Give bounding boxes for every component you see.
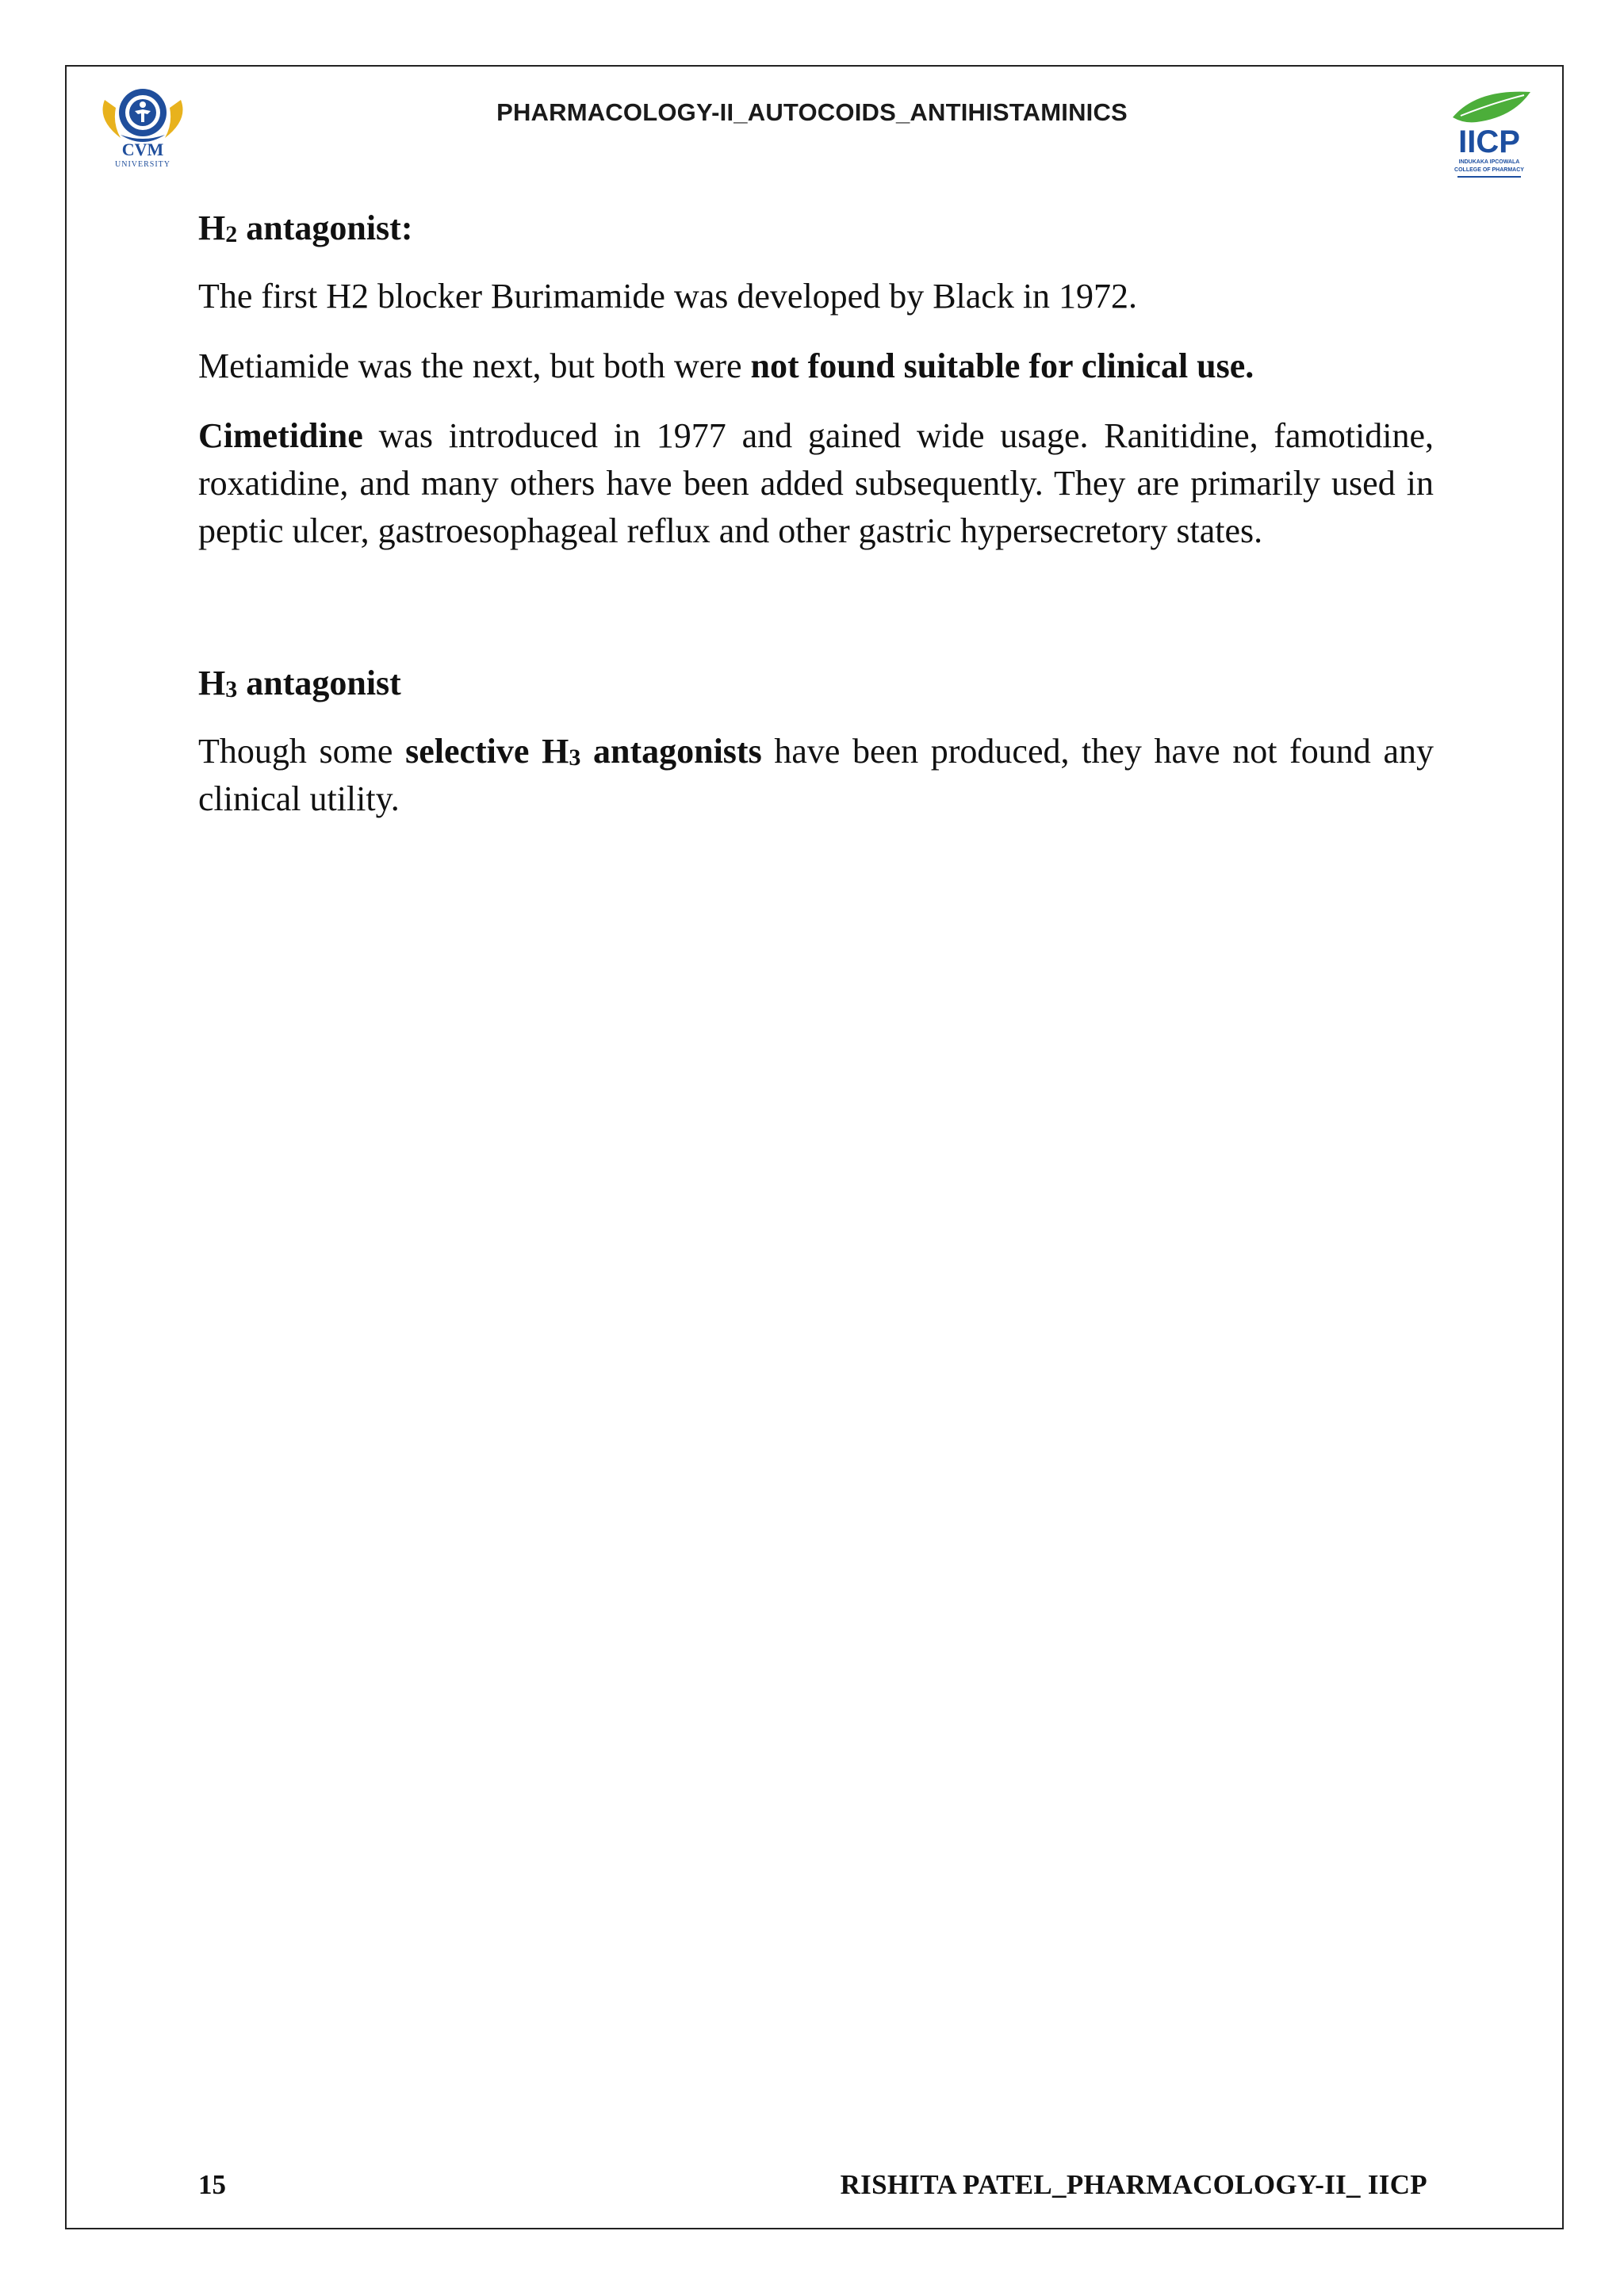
svg-text:IICP: IICP [1458, 124, 1520, 159]
svg-text:CVM: CVM [121, 140, 164, 159]
h3-paragraph-selective: Though some selective $H_3$ antagonists have been produced, they have not found any clinical utility. [198, 732, 1434, 818]
document-body [198, 205, 1434, 845]
h2-paragraph-metiamide: Metiamide was the next, but both were not found suitable for clinical use. [198, 346, 1254, 385]
svg-text:UNIVERSITY: UNIVERSITY [115, 160, 170, 169]
page-number: 15 [198, 2169, 226, 2200]
svg-text:COLLEGE OF PHARMACY: COLLEGE OF PHARMACY [1454, 167, 1524, 173]
svg-text:INDUKAKA IPCOWALA: INDUKAKA IPCOWALA [1458, 159, 1520, 165]
footer-author-course: RISHITA PATEL_PHARMACOLOGY-II_ IICP [840, 2169, 1427, 2200]
h3-antagonist-heading: $H_3$ antagonist [198, 664, 401, 702]
h2-paragraph-cimetidine: Cimetidine was introduced in 1977 and gained wide usage. Ranitidine, famotidine, roxatidine, and many others have been added subsequently. They are primarily used in peptic ulcer, gastroesophageal reflux and other gastric hypersecretory states. [198, 416, 1434, 550]
iicp-college-logo [1437, 86, 1538, 187]
iicp-leaf-icon [1437, 86, 1538, 187]
section-spacer [198, 577, 1434, 660]
h2-paragraph-burimamide: The first H2 blocker Burimamide was developed by Black in 1972. [198, 277, 1138, 316]
h2-antagonist-heading: $H_2$ antagonist: [198, 209, 413, 247]
document-header-title: PHARMACOLOGY-II_AUTOCOIDS_ANTIHISTAMINICS [496, 98, 1128, 126]
